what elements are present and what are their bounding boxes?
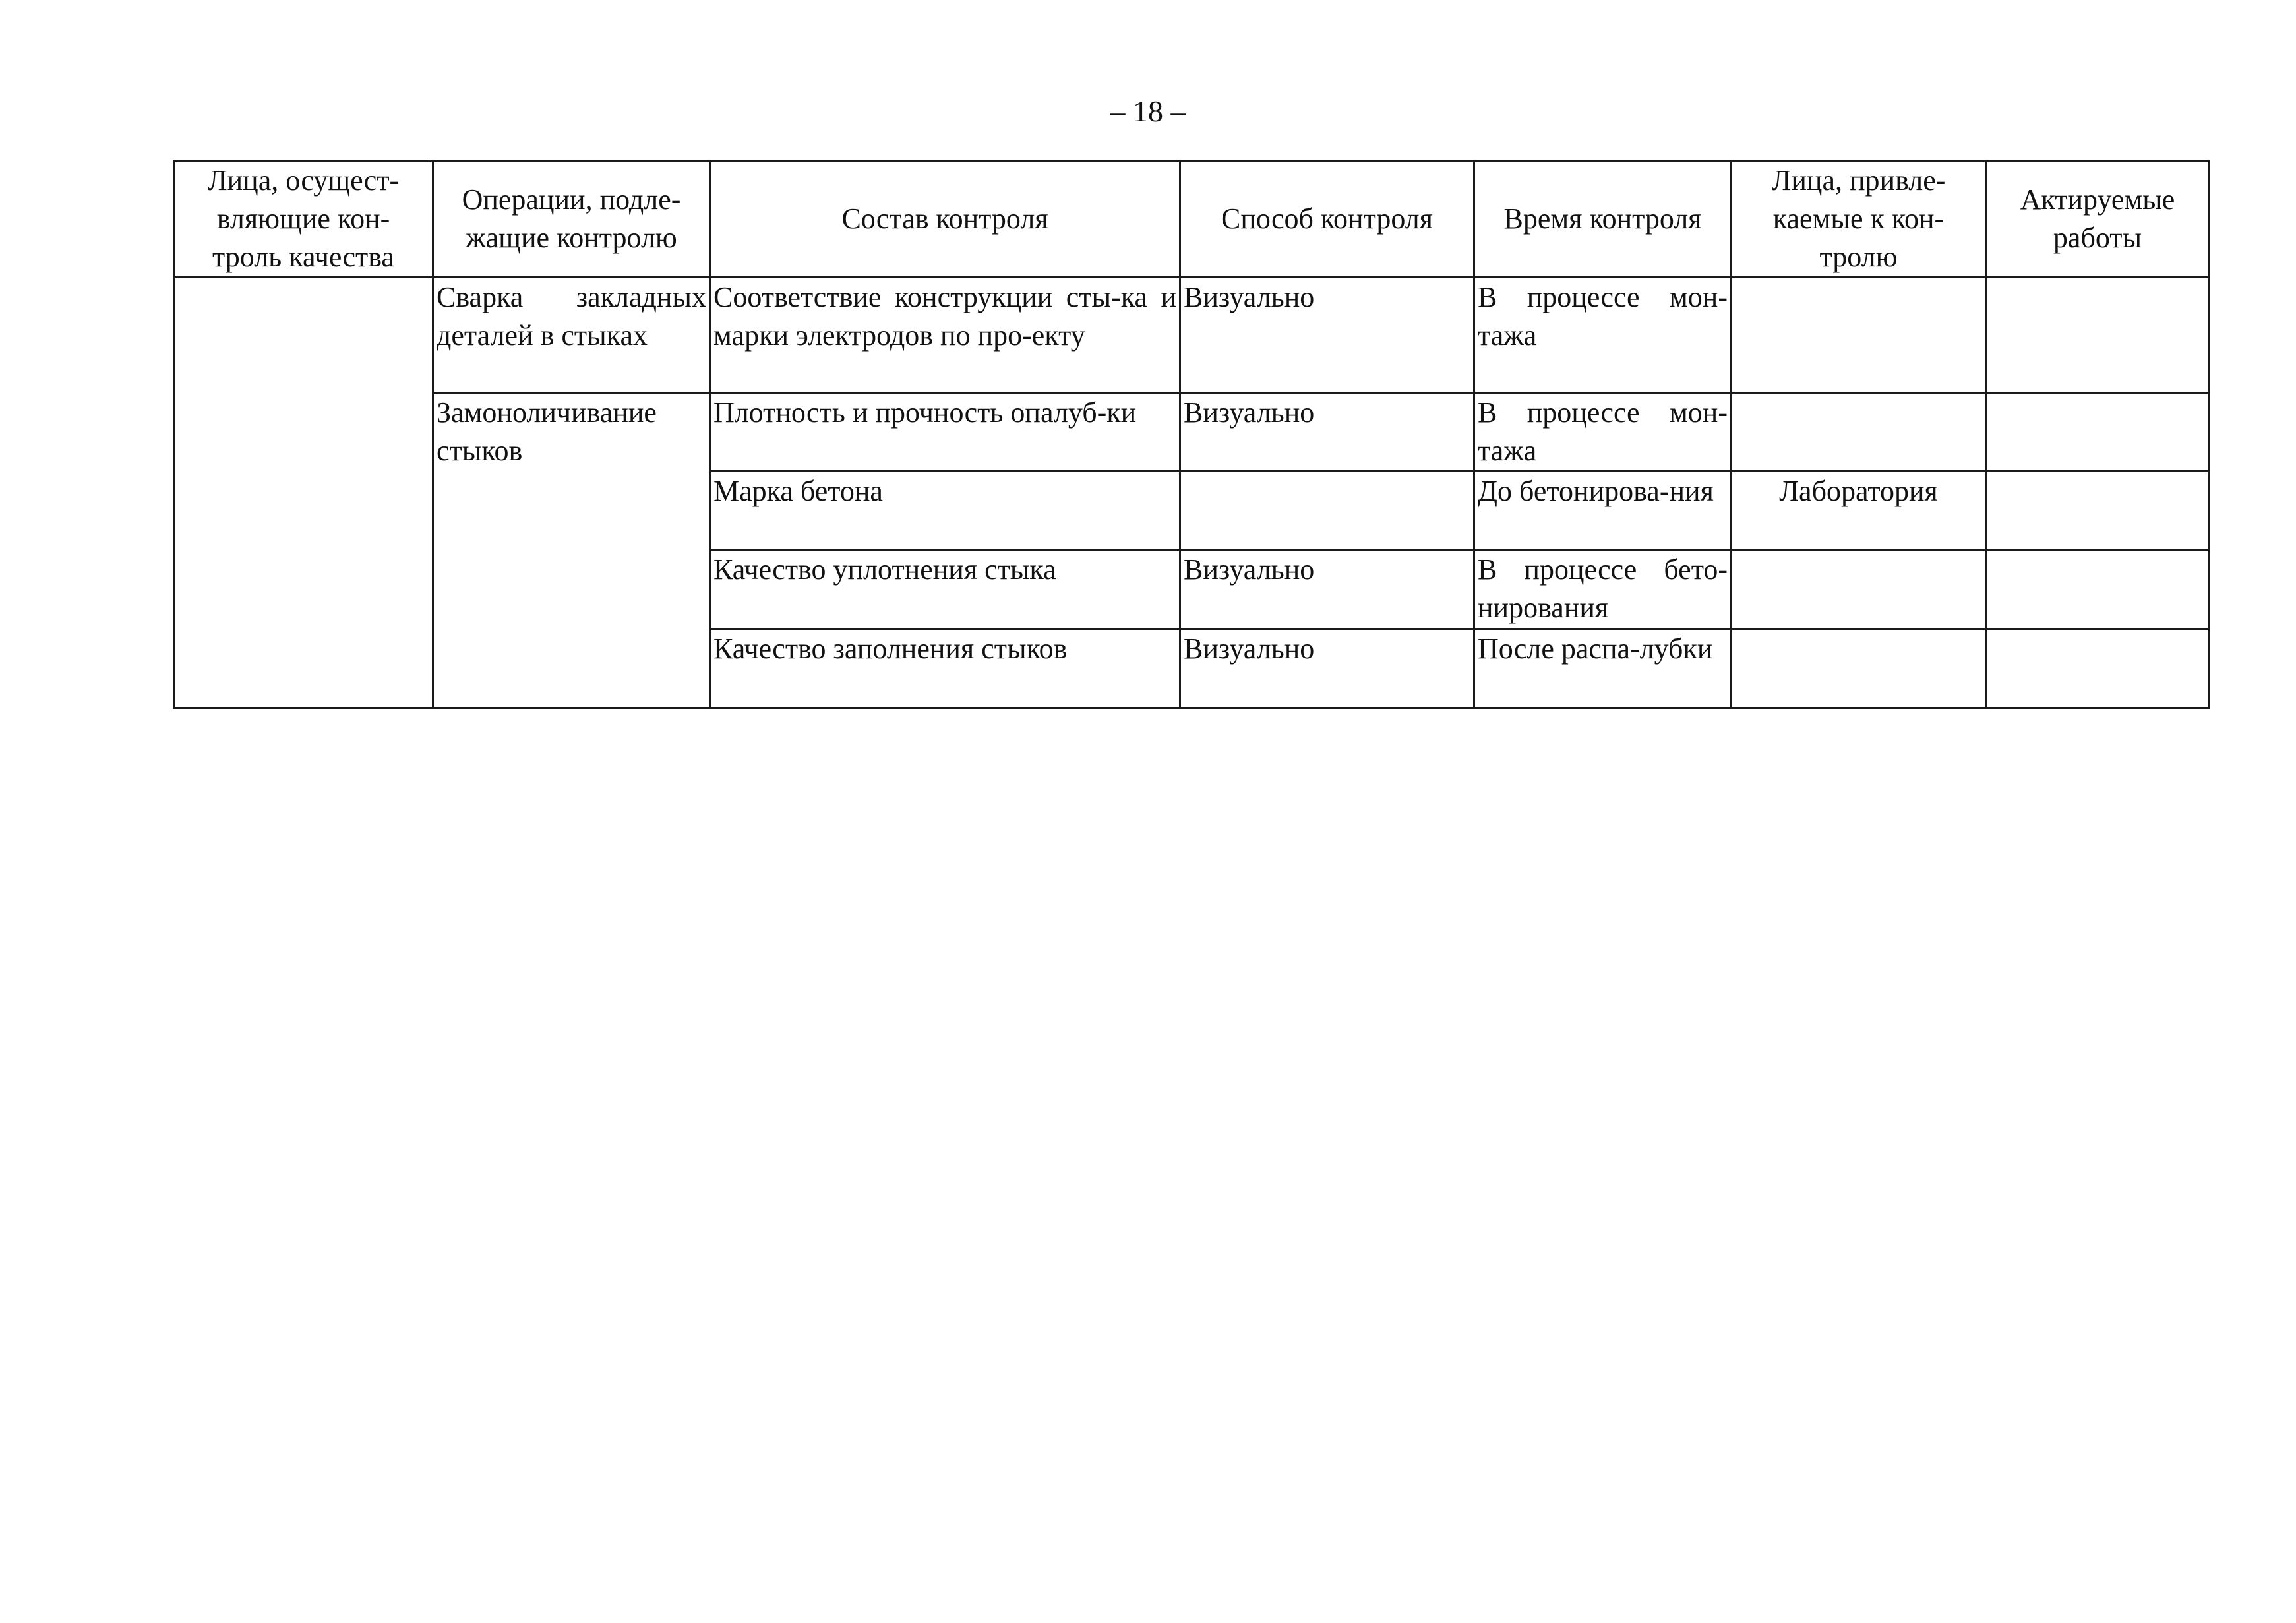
page-number: – 18 – (1110, 94, 1186, 128)
acts-cell (1986, 472, 2210, 550)
involved-cell (1732, 550, 1986, 629)
acts-cell (1986, 550, 2210, 629)
header-involved-persons: Лица, привле- каемые к кон- тролю (1732, 161, 1986, 278)
operation-cell: Замоноличивание стыков (433, 393, 710, 708)
composition-cell: Соответствие конструкции сты-ка и марки электродов по про-екту (710, 278, 1180, 393)
time-cell: В процессе бето-нирования (1474, 550, 1732, 629)
composition-cell: Качество уплотнения стыка (710, 550, 1180, 629)
time-cell: В процессе мон-тажа (1474, 278, 1732, 393)
acts-cell (1986, 278, 2210, 393)
time-cell: В процессе мон-тажа (1474, 393, 1732, 472)
method-cell (1180, 472, 1474, 550)
header-controlled-operations: Операции, подле- жащие контролю (433, 161, 710, 278)
header-control-composition: Состав контроля (710, 161, 1180, 278)
method-cell: Визуально (1180, 393, 1474, 472)
table-row (174, 393, 2210, 472)
method-cell: Визуально (1180, 629, 1474, 708)
operation-cell: Сварка закладных деталей в стыках (433, 278, 710, 393)
involved-cell (1732, 278, 1986, 393)
composition-cell: Марка бетона (710, 472, 1180, 550)
involved-cell (1732, 393, 1986, 472)
time-cell: До бетонирова-ния (1474, 472, 1732, 550)
quality-control-table (173, 160, 2210, 709)
header-control-method: Способ контроля (1180, 161, 1474, 278)
header-acted-works: Актируемые работы (1986, 161, 2210, 278)
time-cell: После распа-лубки (1474, 629, 1732, 708)
composition-cell: Качество заполнения стыков (710, 629, 1180, 708)
method-cell: Визуально (1180, 550, 1474, 629)
acts-cell (1986, 393, 2210, 472)
header-control-time: Время контроля (1474, 161, 1732, 278)
table-header-row (174, 161, 2210, 278)
involved-cell: Лаборатория (1732, 472, 1986, 550)
involved-cell (1732, 629, 1986, 708)
table-row (174, 278, 2210, 393)
header-quality-control-persons: Лица, осущест- вляющие кон- троль качества (174, 161, 433, 278)
persons-cell (174, 278, 433, 708)
acts-cell (1986, 629, 2210, 708)
method-cell: Визуально (1180, 278, 1474, 393)
composition-cell: Плотность и прочность опалуб-ки (710, 393, 1180, 472)
